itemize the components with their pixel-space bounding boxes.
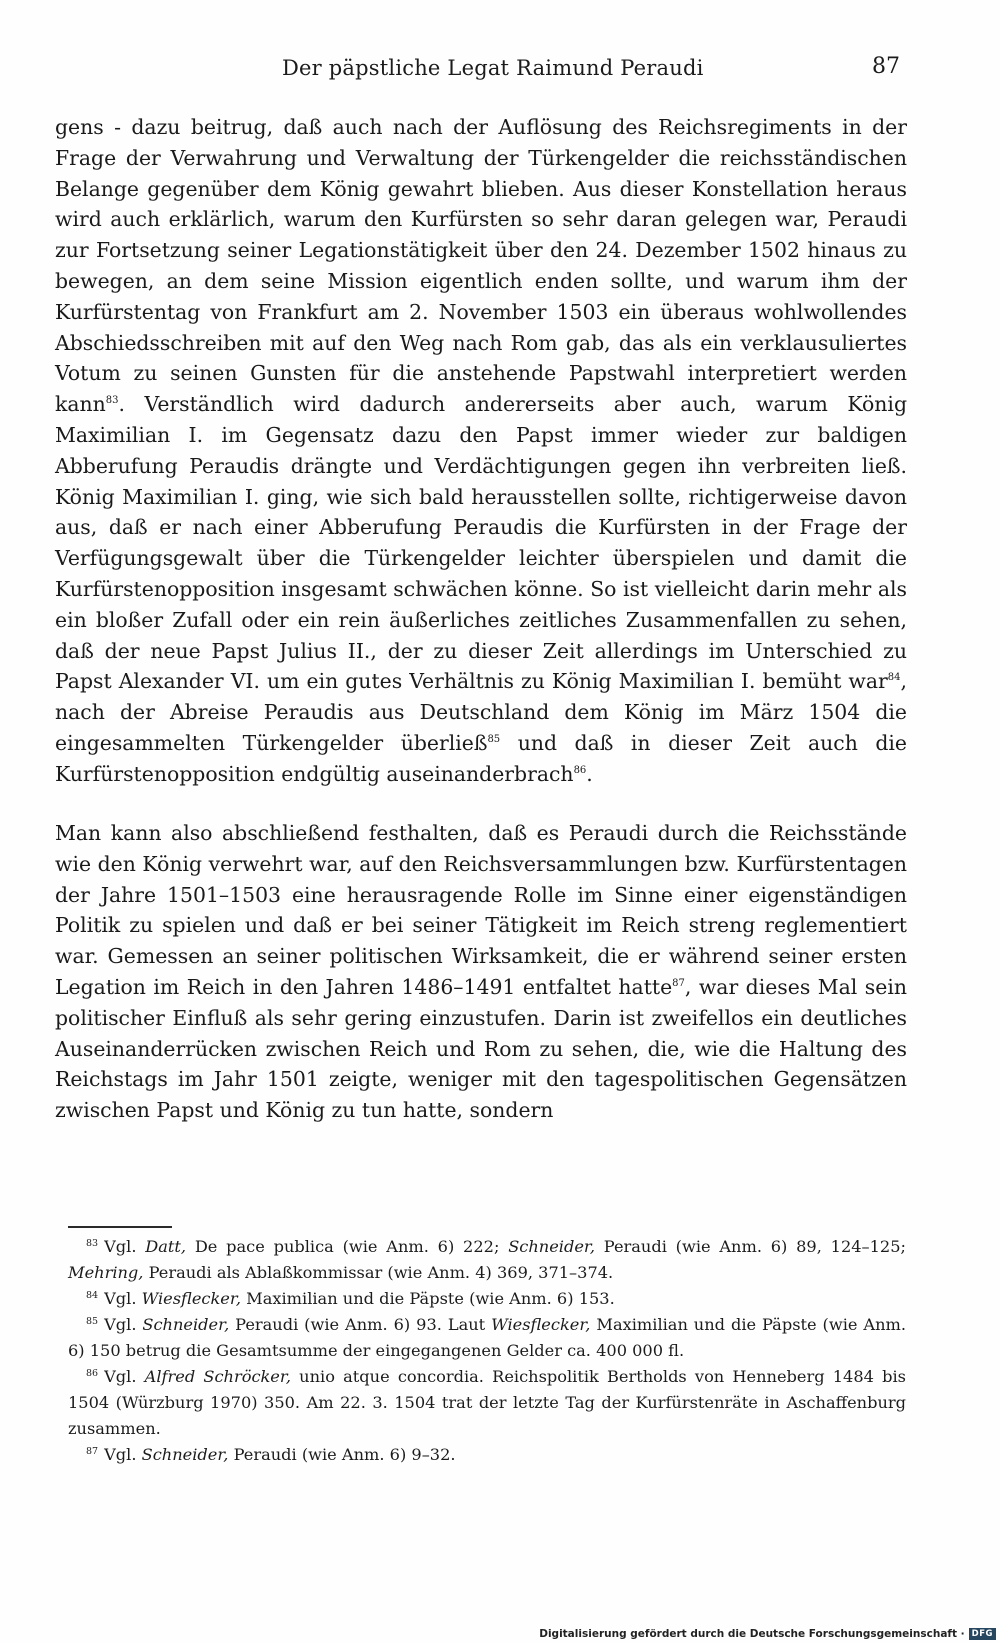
footnote-author: Mehring, (68, 1263, 144, 1282)
footnote-ref-87[interactable]: 87 (672, 978, 685, 990)
dfg-logo-icon: DFG (969, 1628, 996, 1640)
footnote-author: Schneider, (508, 1237, 595, 1256)
footnote-text: De pace publica (wie Anm. 6) 222; (186, 1237, 509, 1256)
paragraph-1-text: , nach der Abreise Peraudis aus Deutschland dem König im März 1504 die eingesammelten Türkengelder überließ (55, 669, 907, 755)
paragraph-2-text: Man kann also abschließend festhalten, daß es Peraudi durch die Reichsstände wie den König verwehrt war, auf den Reichsversammlungen bzw. Kurfürstentagen der Jahre 1501–1503 eine herausragende Rolle im Sinne einer eigenständigen Politik zu spielen und daß er bei seiner Tätigkeit im Reich streng reglementiert war. Gemessen an seiner politischen Wirksamkeit, die er während seiner ersten Legation im Reich in den Jahren 1486–1491 entfaltet hatte (55, 821, 907, 999)
footnote-text: Vgl. (104, 1289, 142, 1308)
footnote-text: unio atque concordia. Reichspolitik Bertholds von Henneberg 1484 bis 1504 (Würzburg 1970) 350. Am 22. 3. 1504 trat der letzte Tag der Kurfürstenräte in Aschaffenburg zusammen. (68, 1367, 906, 1438)
footnote-author: Alfred Schröcker, (144, 1367, 291, 1386)
footnote-text: Peraudi (wie Anm. 6) 93. Laut (229, 1315, 492, 1334)
credit-text: Digitalisierung gefördert durch die Deutsche Forschungsgemeinschaft · (539, 1628, 965, 1640)
footnote-text: Maximilian und die Päpste (wie Anm. 6) 150 betrug die Gesamtsumme der eingegangenen Gelder ca. 400 000 fl. (68, 1315, 906, 1360)
paragraph-1-text: und daß in dieser Zeit auch die Kurfürstenopposition endgültig auseinanderbrach (55, 730, 907, 786)
footnote-number: 84 (86, 1289, 99, 1301)
footnote-author: Schneider, (141, 1445, 229, 1464)
footnote-86 (68, 1364, 906, 1442)
footnote-number: 86 (86, 1367, 99, 1379)
paragraph-2-text: , war dieses Mal sein politischer Einfluß als sehr gering einzustufen. Darin ist zweifellos ein deutliches Auseinanderrücken zwischen Reich und Rom zu sehen, die, wie die Haltung des Reichstags im Jahr 1501 zeigte, weniger mit den tagespolitischen Gegensätzen zwischen Papst und König zu tun hatte, sondern (55, 974, 907, 1123)
digitization-credit (539, 1626, 996, 1642)
footnote-author: Wiesflecker, (491, 1315, 591, 1334)
paragraph-1 (55, 112, 907, 790)
footnote-text: Peraudi als Ablaßkommissar (wie Anm. 4) 369, 371–374. (143, 1263, 614, 1282)
footnote-ref-84[interactable]: 84 (887, 672, 901, 684)
footnote-text: Maximilian und die Päpste (wie Anm. 6) 153. (240, 1289, 615, 1308)
footnote-number: 87 (86, 1445, 99, 1457)
running-head-title: Der päpstliche Legat Raimund Peraudi (282, 56, 704, 80)
footnote-text: Peraudi (wie Anm. 6) 9–32. (228, 1445, 456, 1464)
footnote-ref-83[interactable]: 83 (105, 395, 119, 407)
footnote-ref-86[interactable]: 86 (573, 764, 587, 776)
paragraph-2 (55, 818, 907, 1126)
footnote-text: Vgl. (104, 1367, 145, 1386)
footnote-number: 85 (86, 1315, 99, 1327)
footnote-divider (68, 1226, 172, 1228)
paragraph-1-text: . (586, 761, 593, 786)
footnote-author: Wiesflecker, (141, 1289, 241, 1308)
footnote-ref-85[interactable]: 85 (487, 734, 501, 746)
footnote-author: Schneider, (142, 1315, 230, 1334)
footnote-83 (68, 1234, 906, 1286)
footnote-87 (68, 1442, 906, 1468)
footnote-author: Datt, (145, 1237, 187, 1256)
footnote-number: 83 (86, 1237, 99, 1249)
footnote-text: Peraudi (wie Anm. 6) 89, 124–125; (595, 1237, 906, 1256)
paragraph-1-text: gens - dazu beitrug, daß auch nach der Auflösung des Reichsregiments in der Frage der Verwahrung und Verwaltung der Türkengelder die reichsständischen Belange gegenüber dem König gewahrt blieben. Aus dieser Konstellation heraus wird auch erklärlich, warum den Kurfürsten so sehr daran gelegen war, Peraudi zur Fortsetzung seiner Legationstätigkeit über den 24. Dezember 1502 hinaus zu bewegen, an dem seine Mission eigentlich enden sollte, und warum ihm der Kurfürstentag von Frankfurt am 2. November 1503 ein überaus wohlwollendes Abschiedsschreiben mit auf den Weg nach Rom gab, das als ein verklausuliertes Votum zu seinen Gunsten für die anstehende Papstwahl interpretiert werden kann (55, 115, 907, 417)
running-head (0, 52, 1000, 88)
footnote-text: Vgl. (104, 1445, 142, 1464)
page-number: 87 (872, 54, 900, 79)
footnote-84 (68, 1286, 906, 1312)
paragraph-1-text: . Verständlich wird dadurch andererseits aber auch, warum König Maximilian I. im Gegensatz dazu den Papst immer wieder zur baldigen Abberufung Peraudis drängte und Verdächtigungen gegen ihn verbreiten ließ. König Maximilian I. ging, wie sich bald herausstellen sollte, richtigerweise davon aus, daß er nach einer Abberufung Peraudis die Kurfürsten in der Frage der Verfügungsgewalt über die Türkengelder leichter überspielen und damit die Kurfürstenopposition insgesamt schwächen könne. So ist vielleicht darin mehr als ein bloßer Zufall oder ein rein äußerliches zeitliches Zusammenfallen zu sehen, daß der neue Papst Julius II., der zu dieser Zeit allerdings im Unterschied zu Papst Alexander VI. um ein gutes Verhältnis zu König Maximilian I. bemüht war (55, 392, 907, 694)
footnote-text: Vgl. (104, 1315, 143, 1334)
footnotes (68, 1234, 906, 1468)
footnote-text: Vgl. (104, 1237, 146, 1256)
footnote-85 (68, 1312, 906, 1364)
